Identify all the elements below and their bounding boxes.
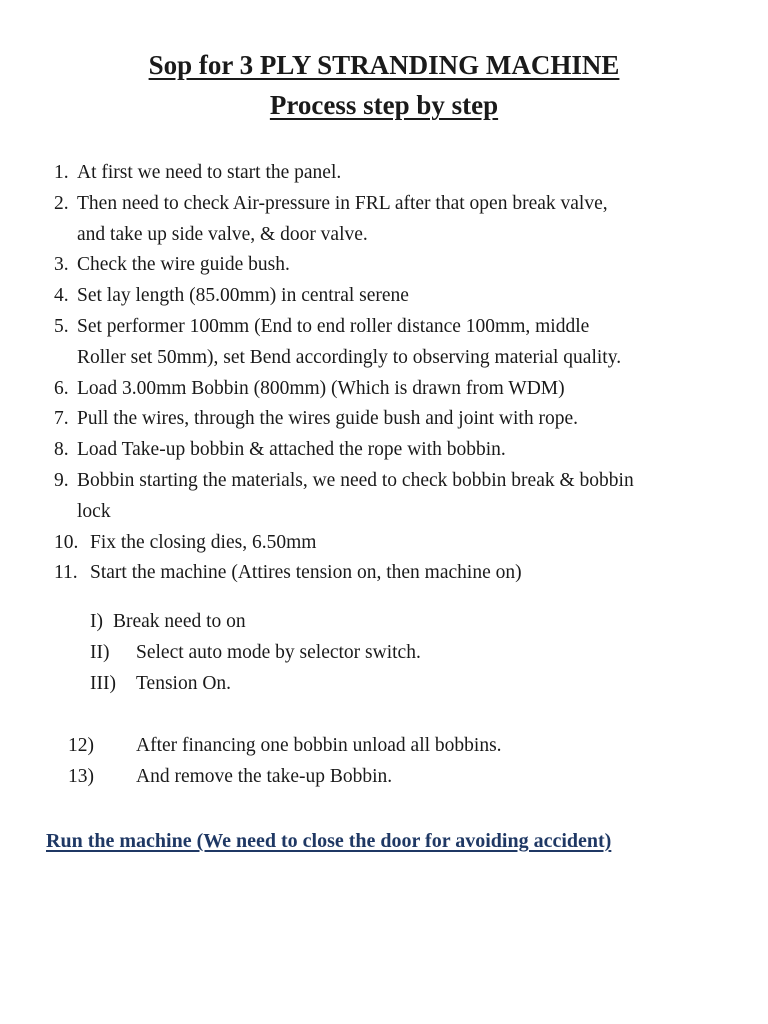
sub-step-text: Break need to on — [113, 611, 246, 632]
step-number: 7. — [54, 408, 69, 430]
step-continuation — [0, 497, 768, 528]
document-title: Sop for 3 PLY STRANDING MACHINE — [148, 50, 620, 80]
step-text: Then need to check Air-pressure in FRL after that open break valve, — [77, 192, 608, 214]
step-continuation — [0, 220, 768, 251]
step-text: Set lay length (85.00mm) in central serene — [77, 285, 409, 307]
sub-step-number: I) — [90, 611, 103, 632]
step-item — [0, 435, 768, 466]
step-item — [0, 312, 768, 343]
final-steps-list — [0, 730, 768, 792]
final-step-item — [0, 730, 768, 761]
step-text: Check the wire guide bush. — [77, 254, 290, 276]
step-text: Set performer 100mm (End to end roller distance 100mm, middle — [77, 315, 590, 337]
step-text: Pull the wires, through the wires guide bush and joint with rope. — [77, 408, 578, 430]
step-item — [0, 374, 768, 405]
sub-step-number: III) — [90, 673, 116, 694]
final-step-item — [0, 761, 768, 792]
step-number: 3. — [54, 254, 69, 276]
sub-step-text: Tension On. — [136, 673, 232, 694]
step-number: 2. — [54, 192, 69, 214]
final-step-number: 13) — [68, 766, 94, 787]
step-item — [0, 404, 768, 435]
step-item — [0, 158, 768, 189]
step-text: Load 3.00mm Bobbin (800mm) (Which is drawn from WDM) — [77, 377, 565, 399]
step-text: Roller set 50mm), set Bend accordingly to observing material quality. — [77, 346, 622, 368]
sub-step-text: Select auto mode by selector switch. — [136, 642, 421, 663]
sub-step-item — [0, 637, 768, 668]
sub-step-number: II) — [90, 642, 110, 663]
step-text: Start the machine (Attires tension on, then machine on) — [90, 562, 522, 584]
document-subtitle: Process step by step — [269, 90, 499, 120]
step-text: and take up side valve, & door valve. — [77, 223, 368, 245]
step-number: 5. — [54, 315, 69, 337]
step-text: lock — [77, 500, 111, 522]
final-step-text: And remove the take-up Bobbin. — [136, 766, 393, 787]
step-number: 10. — [54, 531, 79, 553]
step-item — [0, 189, 768, 220]
step-continuation — [0, 343, 768, 374]
step-number: 1. — [54, 162, 69, 183]
step-item — [0, 528, 768, 559]
step-number: 8. — [54, 439, 69, 461]
step-text: Load Take-up bobbin & attached the rope with bobbin. — [77, 439, 506, 461]
step-item — [0, 558, 768, 589]
sub-step-item — [0, 606, 768, 637]
step-text: At first we need to start the panel. — [77, 162, 342, 183]
sub-step-item — [0, 668, 768, 699]
step-text: Fix the closing dies, 6.50mm — [90, 531, 317, 553]
step-number: 6. — [54, 377, 69, 399]
step-number: 4. — [54, 285, 69, 307]
step-item — [0, 466, 768, 497]
step-text: Bobbin starting the materials, we need to check bobbin break & bobbin — [77, 469, 634, 491]
step-number: 9. — [54, 469, 69, 491]
steps-list — [0, 158, 768, 589]
final-step-number: 12) — [68, 735, 94, 756]
sub-steps-list — [0, 606, 768, 699]
step-item — [0, 281, 768, 312]
step-number: 11. — [54, 562, 78, 584]
step-item — [0, 250, 768, 281]
final-step-text: After financing one bobbin unload all bobbins. — [136, 735, 502, 756]
safety-note: Run the machine (We need to close the door for avoiding accident) — [46, 830, 612, 852]
